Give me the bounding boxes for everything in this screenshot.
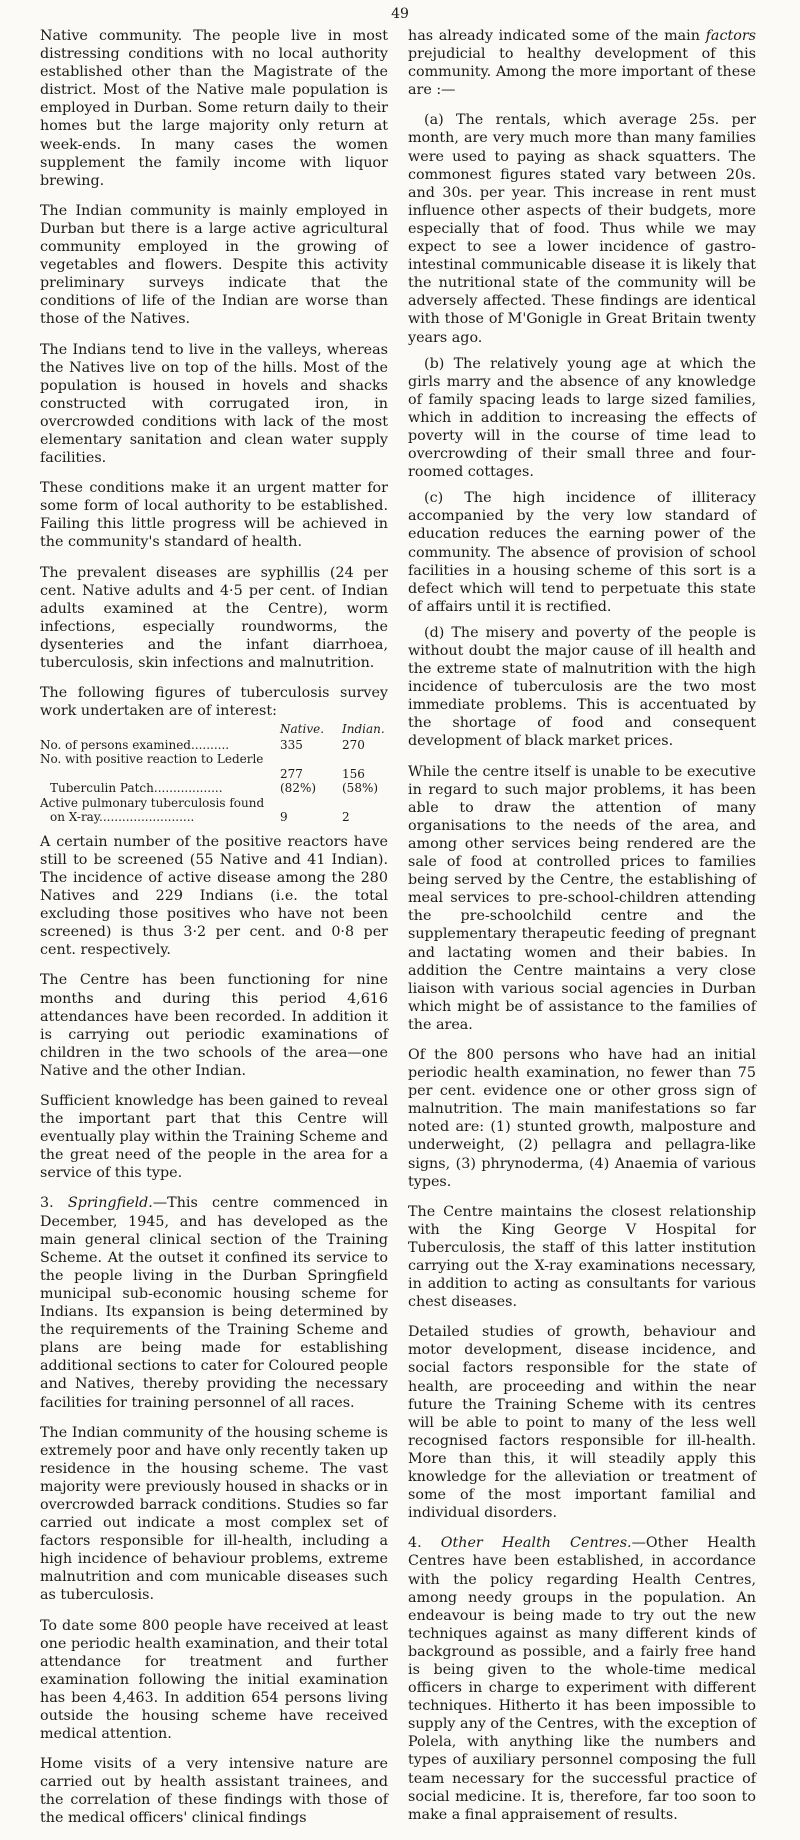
indian-value [342,752,388,767]
item-label: (c) [424,490,444,507]
table-row [40,810,388,825]
indian-value [342,796,388,811]
row-label: No. of persons examined.......... [40,737,230,752]
column-header-native: Native. [280,722,325,737]
indian-value: 270 [342,737,365,752]
emphasis-factors: factors [705,28,756,44]
section-title-other-health-centres: Other Health Centres. [440,1535,632,1552]
paragraph-factors-intro [408,27,756,99]
paragraph-native-community: Native community. The people live in most distressing conditions with no local authority established other than the Magistrate of the district. Most of the Native male population is employed in Durban. Some return daily to their homes but the large majority only return at week-ends. In many cases the women supplement the family income with liquor brewing. [40,28,388,189]
row-label: No. with positive reaction to Lederle [40,752,264,767]
native-value: 335 [280,737,303,752]
section-text: —This centre commenced in December, 1945, and has developed as the main general clinical section of the Training Scheme. At the outset it confined its service to the people living in the Durban Springfield municipal sub-economic housing scheme for Indians. Its expansion is being determined by the requirements of the Training Scheme and plans are being made for establishing additional sections to cater for Coloured people and Natives, thereby providing the necessary facilities for training personnel of all races. [40,1195,388,1411]
native-value [280,796,342,811]
paragraph-indian-housing: The Indian community of the housing scheme is extremely poor and have only recently taken up residence in the housing scheme. The vast majority were previously housed in shacks or in overcrowded barrack conditions. Studies so far carried out indicate a most complex set of factors responsible for ill-health, including a high incidence of behaviour problems, extreme malnutrition and com municable diseases such as tuberculosis. [40,1424,388,1604]
item-label: (a) [424,112,444,129]
paragraph-centre-executive: While the centre itself is unable to be executive in regard to such major problems, it has been able to draw the attention of many organisations to the needs of the area, and among other services being rendered are the sale of food at controlled prices to families being served by the Centre, the establishing of meal services to pre-school-children attending the pre-schoolchild centre and the supplementary therapeutic feeding of pregnant and lactating women and their babies. In addition the Centre maintains a very close liaison with various social agencies in Durban which might be of assistance to the families of the area. [408,763,756,1033]
section-title-springfield: Springfield. [67,1195,153,1212]
column-header-indian: Indian. [342,722,385,737]
native-value: 277 (82%) [280,766,317,796]
table-row [40,738,388,753]
paragraph-malnutrition: Of the 800 persons who have had an initial periodic health examination, no fewer than 75 per cent. evidence one or other gross sign of malnutrition. The main manifestations so far noted are: (1) stunted growth, malposture and underweight, (2) pellagra and pellagra-like signs, (3) phrynoderma, (4) Anaemia of various types. [408,1046,756,1190]
item-label: (b) [424,355,445,372]
left-column [40,27,388,1840]
section-number: 4. [408,1535,441,1552]
right-column [408,27,756,1836]
item-text: The misery and poverty of the people is without doubt the major cause of ill health and the extreme state of malnutrition with the high incidence of tuberculosis are the two most immediate problems. This is accentuated by the shortage of food and consequent development of black market prices. [408,624,756,750]
paragraph-king-george-hospital: The Centre maintains the closest relationship with the King George V Hospital for Tuberculosis, the staff of this latter institution carrying out the X-ray examinations necessary, in addition to acting as consultants for various chest diseases. [408,1203,756,1311]
row-label: Tuberculin Patch.................. [50,781,223,796]
paragraph-housing: The Indians tend to live in the valleys, whereas the Natives live on top of the hills. Most of the population is housed in hovels and shacks constructed with corrugated iron, in overcrowded conditions with lack of the most elementary sanitation and clean water supply facilities. [40,341,388,467]
row-label: on X-ray......................... [50,810,195,825]
item-text: The rentals, which average 25s. per month, are very much more than many families were used to paying as shack squatters. The commonest figures stated vary between 20s. and 30s. per year. This increase in rent must influence other aspects of their budgets, more especially that of food. Thus while we may expect to see a lower incidence of gastro-intestinal communicable disease it is likely that the nutritional state of the community will be adversely affected. These findings are identical with those of M'Gonigle in Great Britain twenty years ago. [408,112,756,346]
page-number: 49 [391,6,409,22]
native-value: 9 [280,810,288,825]
item-label: (d) [424,624,445,641]
paragraph-detailed-studies: Detailed studies of growth, behaviour and motor development, disease incidence, and social factors responsible for the state of health, are proceeding and within the near future the Training Scheme with its centres will be able to point to many of the less well recognised factors responsible for ill-health. More than this, it will steadily apply this knowledge for the alleviation or treatment of some of the most important familial and individual disorders. [408,1324,756,1522]
text-span: has already indicated some of the main [408,28,706,44]
paragraph-home-visits: Home visits of a very intensive nature are carried out by health assistant trainees, and the correlation of these findings with those of the medical officers' clinical findings [40,1756,388,1827]
paragraph-positive-reactors: A certain number of the positive reactors have still to be screened (55 Native and 41 Indian). The incidence of active disease among the 280 Natives and 229 Indians (i.e. the total excluding those positives who have not been screened) is thus 3·2 per cent. and 0·8 per cent. respectively. [40,833,388,959]
item-text: The high incidence of illiteracy accompanied by the very low standard of education reduces the earning power of the community. The absence of provision of school facilities in a housing scheme of this sort is a defect which will tend to perpetuate this state of affairs until it is rectified. [408,490,756,615]
list-item [408,355,756,482]
paragraph-other-health-centres [408,1534,756,1824]
native-value [280,752,342,767]
paragraph-tb-intro: The following figures of tuberculosis survey work undertaken are of interest: [40,685,388,720]
paragraph-sufficient-knowledge: Sufficient knowledge has been gained to reveal the important part that this Centre will eventually play within the Training Scheme and the great need of the people in the area for a service of this type. [40,1093,388,1182]
item-text: The relatively young age at which the girls marry and the absence of any knowledge of family spacing leads to large sized families, which in addition to increasing the effects of poverty will in the course of time lead to overcrowding of their small three and four-roomed cottages. [408,355,756,481]
paragraph-prevalent-diseases: The prevalent diseases are syphillis (24 per cent. Native adults and 4·5 per cent. of Indian adults examined at the Centre), worm infections, especially roundworms, the dysenteries and the infant diarrhoea, tuberculosis, skin infections and malnutrition. [40,564,388,671]
table-row [40,767,388,796]
section-text: —Other Health Centres have been established, in accordance with the policy regarding Health Centres, among needy groups in the population. An endeavour is being made to try out the new techniques against as many different kinds of background as possible, and a fairly free hand is being given to the whole-time medical officers in charge to experiment with different techniques. Hitherto it has been impossible to supply any of the Centres, with the exception of Polela, with anything like the numbers and types of auxiliary personnel composing the full team necessary for the successful practice of social medicine. It is, therefore, far too soon to make a final appraisement of results. [408,1535,756,1823]
table-row [40,796,388,811]
section-number: 3. [40,1195,68,1212]
tuberculosis-table [40,722,388,825]
paragraph-local-authority: These conditions make it an urgent matter for some form of local authority to be established. Failing this little progress will be achieved in the community's standard of health. [40,480,388,551]
table-header-row [40,722,388,738]
paragraph-indian-community: The Indian community is mainly employed in Durban but there is a large active agricultural community employed in the growing of vegetables and flowers. Despite this activity preliminary surveys indicate that the conditions of life of the Indian are worse than those of the Natives. [40,202,388,328]
table-row [40,752,388,767]
indian-value: 156 (58%) [342,766,379,796]
list-item [408,489,756,616]
paragraph-centre-functioning: The Centre has been functioning for nine months and during this period 4,616 attendances have been recorded. In addition it is carrying out periodic examinations of children in the two schools of the area—one Native and the other Indian. [40,972,388,1079]
paragraph-health-examination: To date some 800 people have received at least one periodic health examination, and their total attendance for treatment and further examination following the initial examination has been 4,463. In addition 654 persons living outside the housing scheme have received medical attention. [40,1617,388,1743]
text-span: prejudicial to healthy development of this community. Among the more important of these are :— [408,46,756,99]
list-item [408,111,756,346]
paragraph-springfield [40,1194,388,1411]
indian-value: 2 [342,810,350,825]
list-item [408,624,756,751]
row-label: Active pulmonary tuberculosis found [40,795,265,810]
